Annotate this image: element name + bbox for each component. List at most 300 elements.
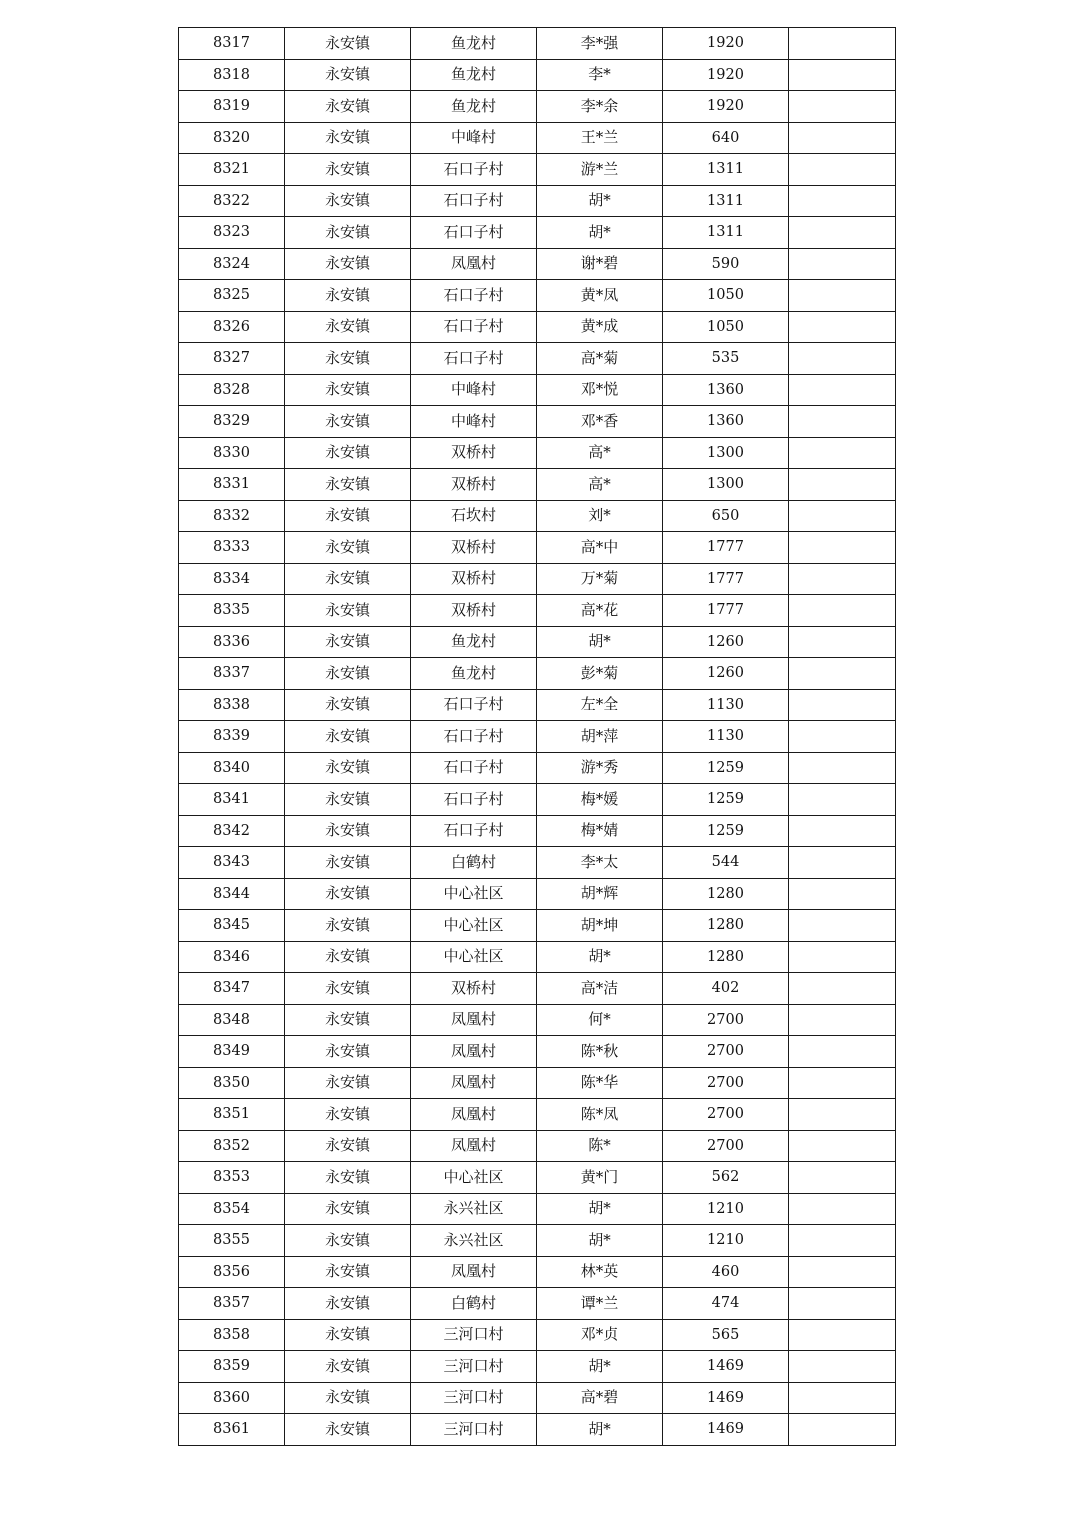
cell-town: 永安镇 (285, 941, 411, 973)
cell-name: 李* (537, 59, 663, 91)
cell-amount: 1210 (663, 1225, 789, 1257)
cell-remark (789, 658, 896, 690)
cell-village: 双桥村 (411, 563, 537, 595)
cell-name: 高*碧 (537, 1382, 663, 1414)
table-row (179, 973, 896, 1005)
cell-name: 胡* (537, 217, 663, 249)
cell-remark (789, 1288, 896, 1320)
cell-town: 永安镇 (285, 1067, 411, 1099)
cell-name: 刘* (537, 500, 663, 532)
cell-village: 石口子村 (411, 815, 537, 847)
cell-amount: 1130 (663, 721, 789, 753)
cell-village: 石口子村 (411, 343, 537, 375)
cell-serial-number: 8356 (179, 1256, 285, 1288)
cell-serial-number: 8328 (179, 374, 285, 406)
cell-serial-number: 8324 (179, 248, 285, 280)
cell-village: 中心社区 (411, 1162, 537, 1194)
cell-town: 永安镇 (285, 1130, 411, 1162)
cell-amount: 650 (663, 500, 789, 532)
cell-serial-number: 8330 (179, 437, 285, 469)
cell-amount: 1259 (663, 815, 789, 847)
cell-name: 黄*凤 (537, 280, 663, 312)
cell-town: 永安镇 (285, 784, 411, 816)
table-row (179, 626, 896, 658)
cell-serial-number: 8333 (179, 532, 285, 564)
cell-name: 高*菊 (537, 343, 663, 375)
cell-name: 游*兰 (537, 154, 663, 186)
cell-village: 三河口村 (411, 1319, 537, 1351)
cell-serial-number: 8326 (179, 311, 285, 343)
cell-town: 永安镇 (285, 91, 411, 123)
cell-amount: 2700 (663, 1036, 789, 1068)
cell-name: 左*全 (537, 689, 663, 721)
cell-name: 高*洁 (537, 973, 663, 1005)
cell-name: 万*菊 (537, 563, 663, 595)
cell-remark (789, 1099, 896, 1131)
cell-amount: 1280 (663, 941, 789, 973)
cell-remark (789, 185, 896, 217)
cell-remark (789, 1225, 896, 1257)
cell-name: 邓*悦 (537, 374, 663, 406)
table-row (179, 689, 896, 721)
cell-town: 永安镇 (285, 752, 411, 784)
cell-serial-number: 8320 (179, 122, 285, 154)
cell-remark (789, 374, 896, 406)
cell-name: 梅*媛 (537, 784, 663, 816)
cell-name: 谭*兰 (537, 1288, 663, 1320)
cell-village: 石口子村 (411, 217, 537, 249)
cell-town: 永安镇 (285, 374, 411, 406)
cell-remark (789, 626, 896, 658)
cell-remark (789, 1193, 896, 1225)
cell-village: 凤凰村 (411, 1130, 537, 1162)
cell-town: 永安镇 (285, 343, 411, 375)
cell-remark (789, 532, 896, 564)
table-row (179, 1319, 896, 1351)
cell-name: 李*余 (537, 91, 663, 123)
table-row (179, 248, 896, 280)
cell-name: 梅*婧 (537, 815, 663, 847)
cell-town: 永安镇 (285, 406, 411, 438)
cell-amount: 2700 (663, 1099, 789, 1131)
cell-amount: 1920 (663, 59, 789, 91)
table-row (179, 406, 896, 438)
cell-serial-number: 8317 (179, 28, 285, 60)
cell-village: 白鹤村 (411, 847, 537, 879)
cell-village: 石坎村 (411, 500, 537, 532)
cell-amount: 1259 (663, 784, 789, 816)
cell-town: 永安镇 (285, 154, 411, 186)
cell-serial-number: 8357 (179, 1288, 285, 1320)
cell-remark (789, 1162, 896, 1194)
table-row (179, 28, 896, 60)
cell-village: 石口子村 (411, 721, 537, 753)
cell-village: 鱼龙村 (411, 91, 537, 123)
cell-serial-number: 8346 (179, 941, 285, 973)
cell-name: 邓*香 (537, 406, 663, 438)
cell-town: 永安镇 (285, 626, 411, 658)
cell-amount: 1469 (663, 1414, 789, 1446)
cell-amount: 402 (663, 973, 789, 1005)
cell-remark (789, 122, 896, 154)
cell-village: 石口子村 (411, 784, 537, 816)
cell-amount: 562 (663, 1162, 789, 1194)
cell-town: 永安镇 (285, 1162, 411, 1194)
cell-name: 林*英 (537, 1256, 663, 1288)
cell-serial-number: 8323 (179, 217, 285, 249)
cell-remark (789, 217, 896, 249)
table-row (179, 154, 896, 186)
table-row (179, 1382, 896, 1414)
cell-village: 双桥村 (411, 595, 537, 627)
table-row (179, 1067, 896, 1099)
cell-village: 石口子村 (411, 280, 537, 312)
cell-name: 胡* (537, 1225, 663, 1257)
cell-village: 凤凰村 (411, 248, 537, 280)
cell-serial-number: 8360 (179, 1382, 285, 1414)
cell-town: 永安镇 (285, 1099, 411, 1131)
cell-name: 胡* (537, 1414, 663, 1446)
cell-remark (789, 847, 896, 879)
cell-serial-number: 8336 (179, 626, 285, 658)
cell-serial-number: 8327 (179, 343, 285, 375)
cell-amount: 1777 (663, 595, 789, 627)
cell-town: 永安镇 (285, 59, 411, 91)
cell-amount: 1469 (663, 1382, 789, 1414)
cell-name: 胡*萍 (537, 721, 663, 753)
cell-village: 石口子村 (411, 752, 537, 784)
table-row (179, 1193, 896, 1225)
table-row (179, 1130, 896, 1162)
table-row (179, 343, 896, 375)
table-row (179, 563, 896, 595)
cell-amount: 1260 (663, 626, 789, 658)
cell-town: 永安镇 (285, 437, 411, 469)
table-row (179, 784, 896, 816)
table-row (179, 910, 896, 942)
table-row (179, 1256, 896, 1288)
cell-remark (789, 1319, 896, 1351)
cell-name: 李*太 (537, 847, 663, 879)
cell-remark (789, 500, 896, 532)
cell-town: 永安镇 (285, 28, 411, 60)
table-row (179, 185, 896, 217)
cell-serial-number: 8355 (179, 1225, 285, 1257)
cell-amount: 1311 (663, 217, 789, 249)
cell-village: 三河口村 (411, 1382, 537, 1414)
data-table (178, 27, 896, 1446)
cell-town: 永安镇 (285, 563, 411, 595)
cell-serial-number: 8329 (179, 406, 285, 438)
cell-town: 永安镇 (285, 721, 411, 753)
cell-remark (789, 815, 896, 847)
cell-amount: 1130 (663, 689, 789, 721)
cell-village: 永兴社区 (411, 1193, 537, 1225)
cell-town: 永安镇 (285, 1193, 411, 1225)
cell-serial-number: 8349 (179, 1036, 285, 1068)
table-row (179, 532, 896, 564)
cell-village: 凤凰村 (411, 1067, 537, 1099)
cell-remark (789, 689, 896, 721)
cell-name: 高*花 (537, 595, 663, 627)
cell-name: 高*中 (537, 532, 663, 564)
cell-remark (789, 59, 896, 91)
cell-village: 凤凰村 (411, 1256, 537, 1288)
cell-amount: 590 (663, 248, 789, 280)
cell-name: 高* (537, 469, 663, 501)
cell-village: 石口子村 (411, 689, 537, 721)
cell-remark (789, 280, 896, 312)
cell-amount: 1777 (663, 563, 789, 595)
table-row (179, 469, 896, 501)
cell-amount: 1777 (663, 532, 789, 564)
cell-town: 永安镇 (285, 469, 411, 501)
table-row (179, 658, 896, 690)
cell-village: 石口子村 (411, 311, 537, 343)
cell-village: 双桥村 (411, 532, 537, 564)
cell-name: 黄*门 (537, 1162, 663, 1194)
cell-amount: 535 (663, 343, 789, 375)
cell-village: 中心社区 (411, 941, 537, 973)
table-row (179, 1036, 896, 1068)
cell-village: 鱼龙村 (411, 626, 537, 658)
cell-name: 胡*坤 (537, 910, 663, 942)
cell-village: 鱼龙村 (411, 658, 537, 690)
table-row (179, 1162, 896, 1194)
cell-town: 永安镇 (285, 595, 411, 627)
cell-name: 王*兰 (537, 122, 663, 154)
cell-name: 胡* (537, 185, 663, 217)
cell-town: 永安镇 (285, 532, 411, 564)
cell-serial-number: 8352 (179, 1130, 285, 1162)
cell-remark (789, 311, 896, 343)
cell-serial-number: 8331 (179, 469, 285, 501)
cell-remark (789, 1036, 896, 1068)
cell-remark (789, 154, 896, 186)
cell-serial-number: 8343 (179, 847, 285, 879)
cell-village: 白鹤村 (411, 1288, 537, 1320)
cell-town: 永安镇 (285, 248, 411, 280)
table-row (179, 437, 896, 469)
table-row (179, 1099, 896, 1131)
cell-amount: 544 (663, 847, 789, 879)
cell-village: 鱼龙村 (411, 59, 537, 91)
cell-town: 永安镇 (285, 280, 411, 312)
cell-serial-number: 8347 (179, 973, 285, 1005)
cell-town: 永安镇 (285, 847, 411, 879)
cell-remark (789, 406, 896, 438)
table-row (179, 847, 896, 879)
cell-remark (789, 595, 896, 627)
cell-name: 游*秀 (537, 752, 663, 784)
cell-serial-number: 8319 (179, 91, 285, 123)
cell-town: 永安镇 (285, 1351, 411, 1383)
cell-name: 胡* (537, 626, 663, 658)
cell-serial-number: 8344 (179, 878, 285, 910)
cell-village: 凤凰村 (411, 1004, 537, 1036)
cell-name: 高* (537, 437, 663, 469)
cell-serial-number: 8358 (179, 1319, 285, 1351)
cell-town: 永安镇 (285, 1225, 411, 1257)
cell-serial-number: 8337 (179, 658, 285, 690)
cell-town: 永安镇 (285, 1288, 411, 1320)
cell-name: 黄*成 (537, 311, 663, 343)
cell-remark (789, 1004, 896, 1036)
cell-amount: 460 (663, 1256, 789, 1288)
table-row (179, 815, 896, 847)
cell-town: 永安镇 (285, 1382, 411, 1414)
table-row (179, 217, 896, 249)
cell-amount: 1360 (663, 374, 789, 406)
table-row (179, 500, 896, 532)
cell-amount: 2700 (663, 1067, 789, 1099)
table-row (179, 1004, 896, 1036)
cell-amount: 1050 (663, 311, 789, 343)
cell-amount: 1311 (663, 185, 789, 217)
table-row (179, 122, 896, 154)
cell-name: 李*强 (537, 28, 663, 60)
cell-village: 双桥村 (411, 469, 537, 501)
cell-name: 陈*凤 (537, 1099, 663, 1131)
cell-serial-number: 8318 (179, 59, 285, 91)
cell-name: 彭*菊 (537, 658, 663, 690)
cell-remark (789, 941, 896, 973)
table-row (179, 1225, 896, 1257)
table-row (179, 595, 896, 627)
cell-serial-number: 8361 (179, 1414, 285, 1446)
cell-remark (789, 1382, 896, 1414)
cell-village: 中心社区 (411, 910, 537, 942)
cell-amount: 1920 (663, 91, 789, 123)
cell-name: 胡*辉 (537, 878, 663, 910)
cell-village: 凤凰村 (411, 1036, 537, 1068)
cell-village: 中心社区 (411, 878, 537, 910)
cell-remark (789, 1414, 896, 1446)
table-row (179, 311, 896, 343)
cell-remark (789, 1067, 896, 1099)
cell-amount: 1050 (663, 280, 789, 312)
table-row (179, 374, 896, 406)
cell-amount: 1300 (663, 469, 789, 501)
cell-serial-number: 8321 (179, 154, 285, 186)
cell-remark (789, 28, 896, 60)
cell-town: 永安镇 (285, 658, 411, 690)
table-row (179, 1288, 896, 1320)
cell-amount: 565 (663, 1319, 789, 1351)
cell-amount: 1311 (663, 154, 789, 186)
cell-village: 凤凰村 (411, 1099, 537, 1131)
cell-remark (789, 563, 896, 595)
cell-name: 谢*碧 (537, 248, 663, 280)
table-row (179, 721, 896, 753)
cell-amount: 1300 (663, 437, 789, 469)
cell-serial-number: 8345 (179, 910, 285, 942)
table-row (179, 878, 896, 910)
cell-amount: 1259 (663, 752, 789, 784)
cell-village: 石口子村 (411, 185, 537, 217)
cell-name: 邓*贞 (537, 1319, 663, 1351)
cell-town: 永安镇 (285, 122, 411, 154)
cell-village: 三河口村 (411, 1351, 537, 1383)
cell-town: 永安镇 (285, 910, 411, 942)
cell-village: 中峰村 (411, 374, 537, 406)
cell-serial-number: 8335 (179, 595, 285, 627)
cell-remark (789, 343, 896, 375)
cell-town: 永安镇 (285, 500, 411, 532)
cell-village: 双桥村 (411, 437, 537, 469)
cell-remark (789, 91, 896, 123)
cell-serial-number: 8350 (179, 1067, 285, 1099)
cell-town: 永安镇 (285, 311, 411, 343)
cell-name: 胡* (537, 1193, 663, 1225)
cell-serial-number: 8340 (179, 752, 285, 784)
cell-serial-number: 8354 (179, 1193, 285, 1225)
cell-amount: 1469 (663, 1351, 789, 1383)
cell-serial-number: 8353 (179, 1162, 285, 1194)
cell-remark (789, 910, 896, 942)
cell-town: 永安镇 (285, 1004, 411, 1036)
cell-remark (789, 721, 896, 753)
cell-remark (789, 878, 896, 910)
cell-village: 永兴社区 (411, 1225, 537, 1257)
cell-serial-number: 8341 (179, 784, 285, 816)
table-row (179, 59, 896, 91)
cell-village: 鱼龙村 (411, 28, 537, 60)
cell-remark (789, 437, 896, 469)
cell-village: 三河口村 (411, 1414, 537, 1446)
cell-amount: 640 (663, 122, 789, 154)
cell-serial-number: 8325 (179, 280, 285, 312)
cell-town: 永安镇 (285, 1414, 411, 1446)
table-row (179, 1414, 896, 1446)
cell-town: 永安镇 (285, 973, 411, 1005)
cell-name: 胡* (537, 1351, 663, 1383)
cell-remark (789, 469, 896, 501)
cell-town: 永安镇 (285, 878, 411, 910)
cell-serial-number: 8332 (179, 500, 285, 532)
cell-serial-number: 8339 (179, 721, 285, 753)
cell-amount: 2700 (663, 1130, 789, 1162)
cell-town: 永安镇 (285, 689, 411, 721)
cell-amount: 1260 (663, 658, 789, 690)
cell-serial-number: 8348 (179, 1004, 285, 1036)
cell-town: 永安镇 (285, 1256, 411, 1288)
cell-serial-number: 8359 (179, 1351, 285, 1383)
cell-name: 陈*秋 (537, 1036, 663, 1068)
cell-amount: 1360 (663, 406, 789, 438)
cell-remark (789, 248, 896, 280)
table-row (179, 941, 896, 973)
cell-remark (789, 1130, 896, 1162)
table-body (179, 28, 896, 1446)
cell-remark (789, 752, 896, 784)
table-row (179, 280, 896, 312)
cell-village: 中峰村 (411, 406, 537, 438)
cell-name: 何* (537, 1004, 663, 1036)
table-row (179, 91, 896, 123)
cell-town: 永安镇 (285, 1036, 411, 1068)
cell-serial-number: 8338 (179, 689, 285, 721)
cell-remark (789, 973, 896, 1005)
cell-name: 陈*华 (537, 1067, 663, 1099)
cell-amount: 1210 (663, 1193, 789, 1225)
cell-name: 陈* (537, 1130, 663, 1162)
cell-village: 中峰村 (411, 122, 537, 154)
cell-remark (789, 784, 896, 816)
cell-remark (789, 1351, 896, 1383)
cell-amount: 1280 (663, 910, 789, 942)
cell-amount: 2700 (663, 1004, 789, 1036)
